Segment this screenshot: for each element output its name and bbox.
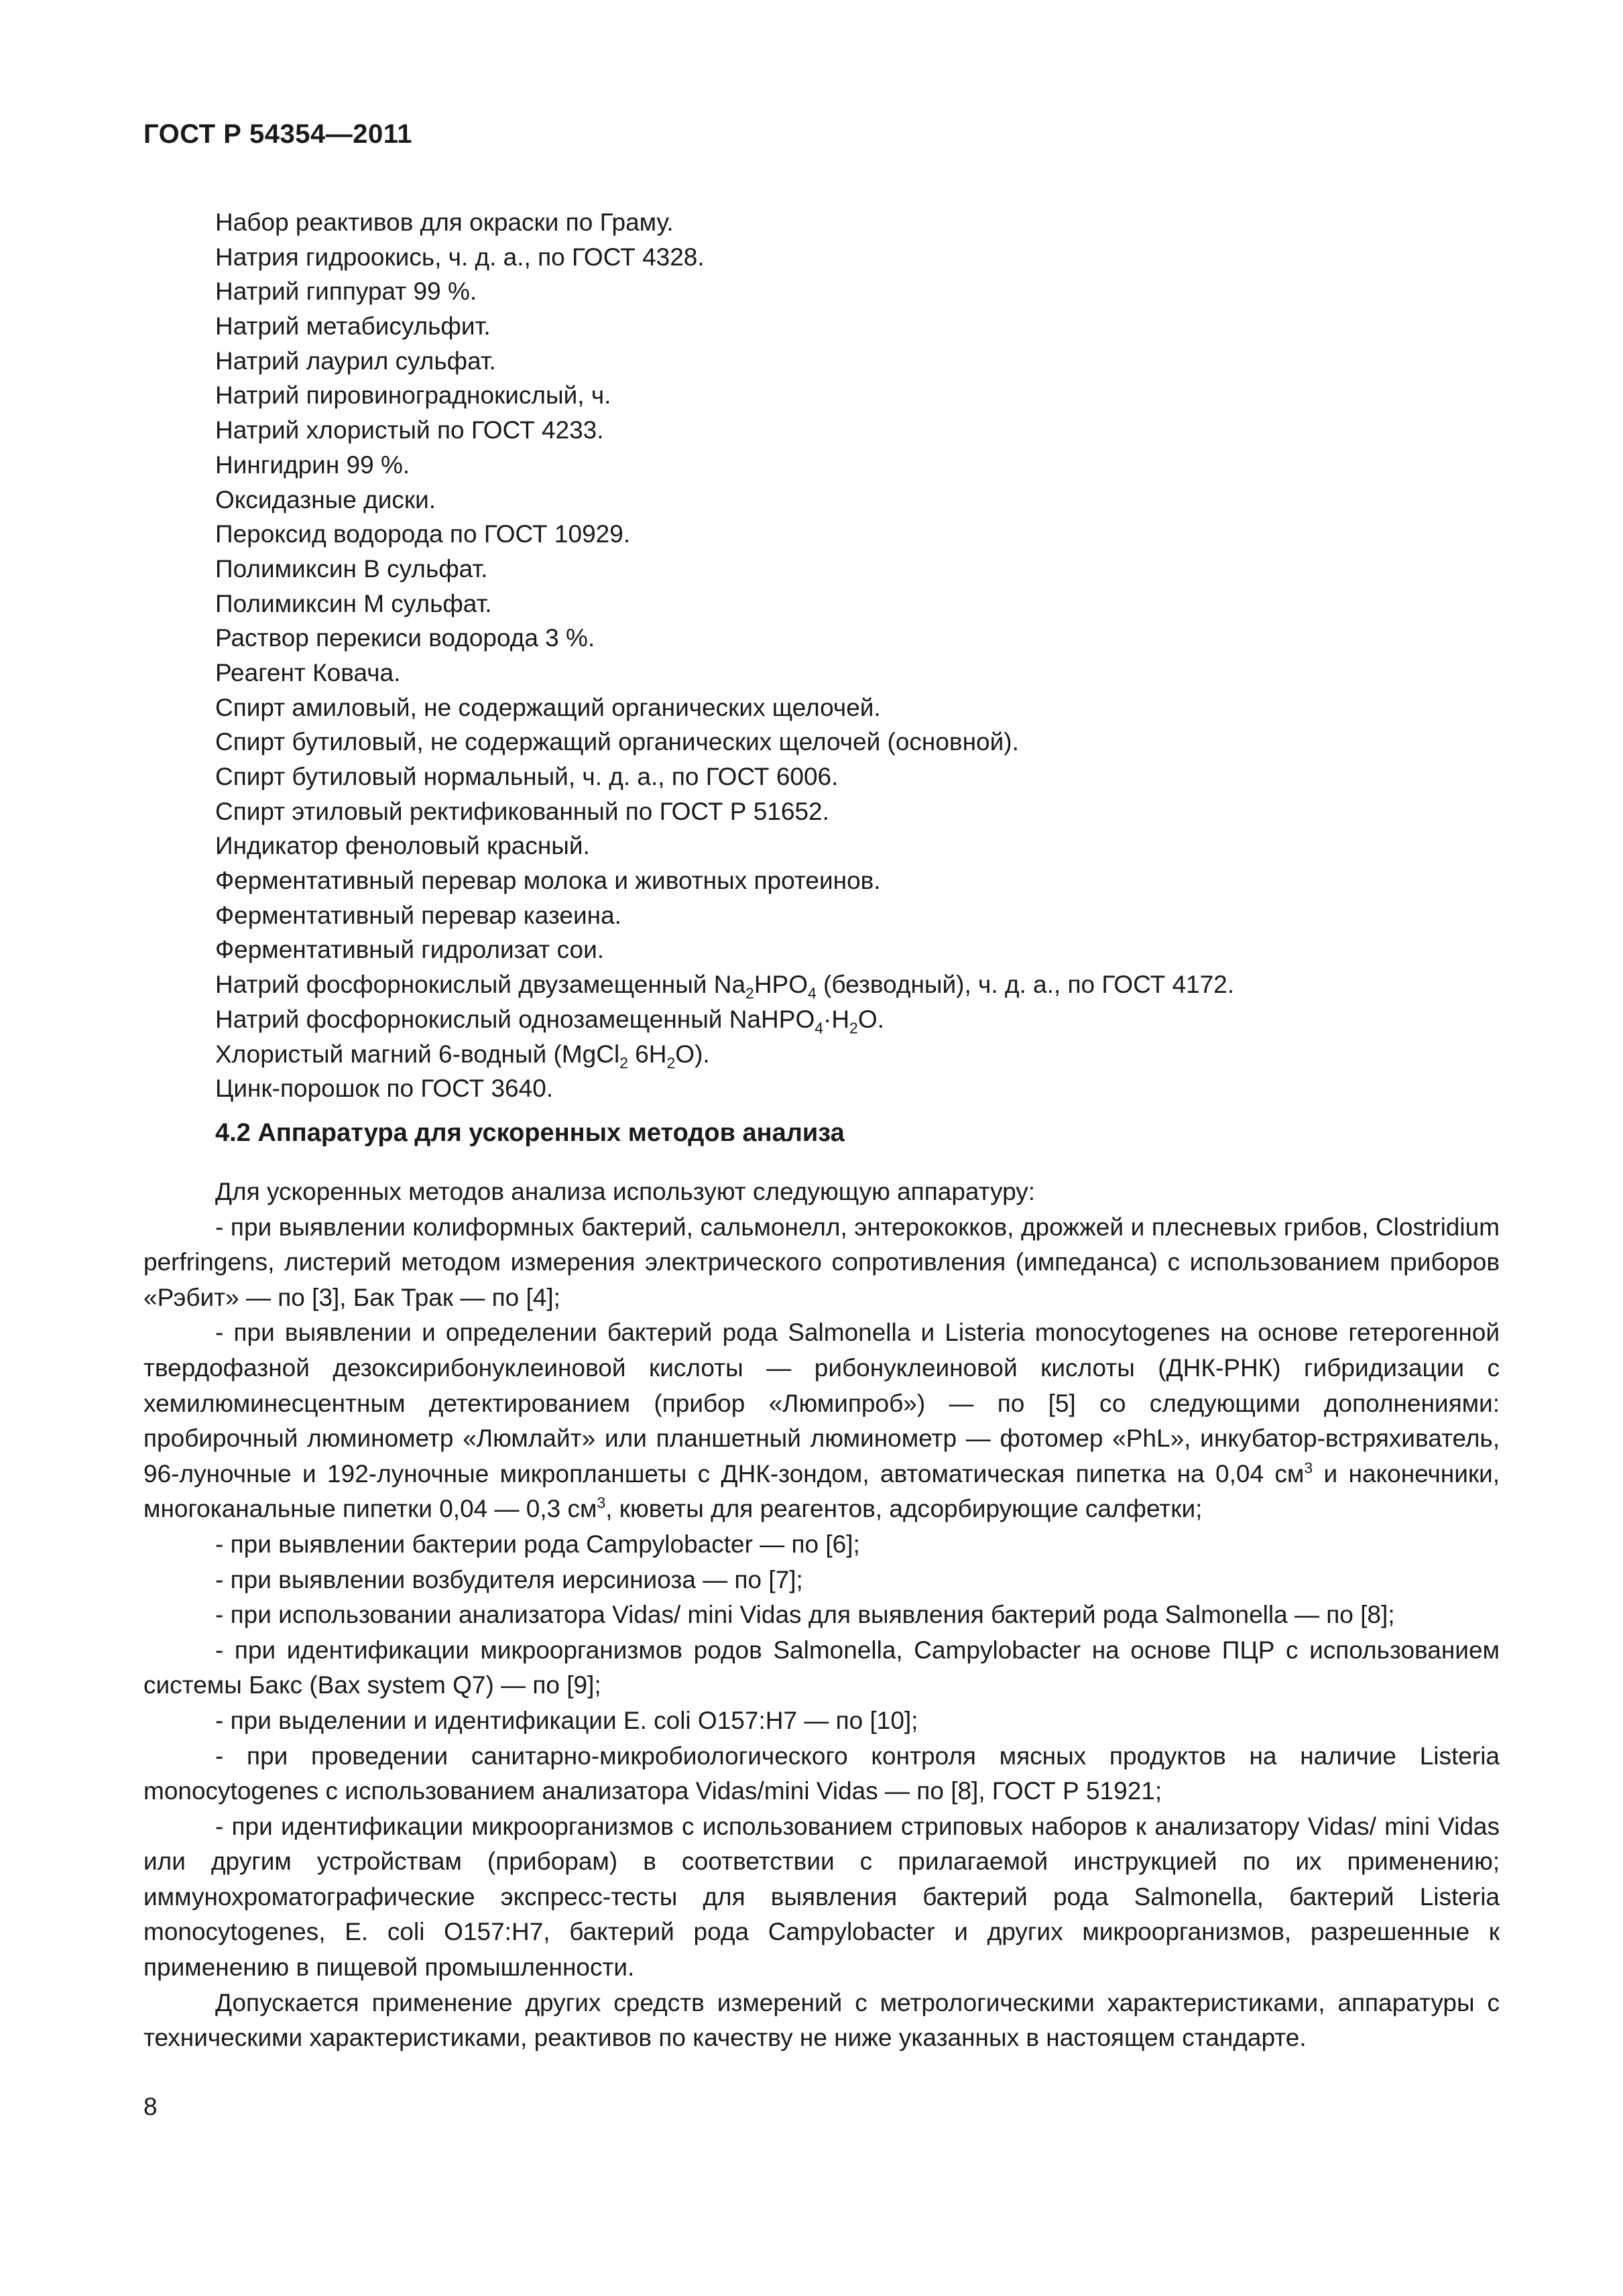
reagent-item: Натрия гидроокись, ч. д. а., по ГОСТ 4328. <box>215 243 705 271</box>
reagent-item: Спирт бутиловый нормальный, ч. д. а., по ГОСТ 6006. <box>215 763 839 790</box>
reagent-item: Спирт бутиловый, не содержащий органических щелочей (основной). <box>215 728 1019 756</box>
reagent-item-nahpo4 <box>215 1002 1489 1037</box>
list-item: - при выявлении возбудителя иерсиниоза — по [7]; <box>215 1565 803 1593</box>
closing-paragraph: Допускается применение других средств измерений с метрологическими характеристиками, аппаратуры с техническими характеристиками, реактивов по качеству не ниже указанных в настоящем стандарте. <box>143 1988 1500 2052</box>
reagent-item: Натрий метабисульфит. <box>215 312 491 341</box>
reagent-item: Пероксид водорода по ГОСТ 10929. <box>215 520 631 548</box>
reagent-item: Ферментативный перевар молока и животных протеинов. <box>215 867 881 895</box>
reagent-item: Набор реактивов для окраски по Граму. <box>215 208 674 236</box>
formula-subscript: 2 <box>849 1019 858 1037</box>
reagent-item: Оксидазные диски. <box>215 485 436 513</box>
list-item-text: и наконечники, многоканальные пипетки 0,04 — 0,3 см <box>143 1459 1500 1523</box>
list-item: - при выделении и идентификации E. coli O157:H7 — по [10]; <box>215 1706 918 1734</box>
section-heading: 4.2 Аппаратура для ускоренных методов анализа <box>215 1119 845 1147</box>
formula-subscript: 2 <box>619 1053 628 1071</box>
list-item: - при идентификации микроорганизмов родов Salmonella, Campylobacter на основе ПЦР с использованием системы Бакс (Bax system Q7) — по [9]; <box>143 1636 1500 1699</box>
formula-text: Натрий фосфорнокислый однозамещенный NaHPO <box>215 1005 815 1033</box>
reagent-item: Ферментативный гидролизат сои. <box>215 936 605 964</box>
formula-text: O. <box>857 1005 884 1033</box>
formula-text: 6H <box>627 1040 667 1068</box>
reagent-item: Раствор перекиси водорода 3 %. <box>215 624 595 652</box>
reagent-item: Ферментативный перевар казеина. <box>215 901 621 929</box>
reagent-item: Индикатор феноловый красный. <box>215 832 590 860</box>
reagent-item: Натрий гиппурат 99 %. <box>215 278 477 306</box>
formula-subscript: 4 <box>808 984 817 1002</box>
formula-text: O). <box>675 1040 710 1068</box>
list-item: - при использовании анализатора Vidas/ mini Vidas для выявления бактерий рода Salmonella — по [8]; <box>215 1601 1395 1629</box>
formula-subscript: 2 <box>745 984 754 1002</box>
reagent-item: Полимиксин В сульфат. <box>215 554 488 583</box>
reagent-item: Спирт амиловый, не содержащий органических щелочей. <box>215 693 881 721</box>
reagent-item: Спирт этиловый ректификованный по ГОСТ Р 51652. <box>215 797 829 825</box>
list-item: - при идентификации микроорганизмов с использованием стриповых наборов к анализатору Vidas/ mini Vidas или другим устройствам (приборам) в соответствии с прилагаемой инструкцией по их применению; иммунохроматографические экспресс-тесты для выявления бактерий рода Salmonella, бактерий Listeria monocytogenes, E. coli O157:H7, бактерий рода Campylobacter и других микроорганизмов, разрешенные к применению в пищевой промышленности. <box>143 1812 1500 1982</box>
reagent-item: Натрий пировинограднокислый, ч. <box>215 381 611 410</box>
list-item-text: , кюветы для реагентов, адсорбирующие салфетки; <box>605 1495 1203 1523</box>
formula-subscript: 4 <box>815 1019 823 1037</box>
formula-text: HPO <box>754 971 808 999</box>
superscript: 3 <box>597 1494 606 1512</box>
formula-text: Хлористый магний 6-водный (MgCl <box>215 1040 620 1068</box>
intro-paragraph: Для ускоренных методов анализа используют следующую аппаратуру: <box>215 1178 1036 1205</box>
formula-text: Натрий фосфорнокислый двузамещенный Na <box>215 971 746 999</box>
reagent-item-zinc: Цинк-порошок по ГОСТ 3640. <box>215 1075 554 1103</box>
document-header: ГОСТ Р 54354—2011 <box>143 119 412 149</box>
formula-text: ·H <box>823 1005 850 1033</box>
section-body <box>143 1174 1500 2056</box>
page-number: 8 <box>143 2093 158 2120</box>
reagent-item: Натрий хлористый по ГОСТ 4233. <box>215 416 604 444</box>
reagent-item-mgcl2 <box>215 1037 1489 1072</box>
reagent-list <box>215 205 1489 1106</box>
reagent-item: Полимиксин М сульфат. <box>215 589 492 617</box>
formula-text: (безводный), ч. д. а., по ГОСТ 4172. <box>816 971 1235 999</box>
list-item: - при выявлении бактерии рода Campylobacter — по [6]; <box>215 1530 860 1558</box>
superscript: 3 <box>1304 1459 1313 1477</box>
reagent-item: Нингидрин 99 %. <box>215 450 410 479</box>
list-item: - при выявлении колиформных бактерий, сальмонелл, энтерококков, дрожжей и плесневых грибов, Clostridium perfringens, листерий методом измерения электрического сопротивления (импеданса) с использованием приборов «Рэбит» — по [3], Бак Трак — по [4]; <box>143 1213 1500 1311</box>
list-item <box>143 1315 1500 1527</box>
list-item: - при проведении санитарно-микробиологического контроля мясных продуктов на наличие Listeria monocytogenes с использованием анализатора Vidas/mini Vidas — по [8], ГОСТ Р 51921; <box>143 1742 1500 1805</box>
list-item-text: - при выявлении и определении бактерий рода Salmonella и Listeria monocytogenes на основе гетерогенной твердофазной дезоксирибонуклеиновой кислоты — рибонуклеиновой кислоты (ДНК-РНК) гибридизации с хемилюминесцентным детектированием (прибор «Люмипроб») — по [5] со следующими дополнениями: пробирочный люминометр «Люмлайт» или планшетный люминометр — фотомер «PhL», инкубатор-встряхиватель, 96-луночные и 192-луночные микропланшеты с ДНК-зондом, автоматическая пипетка на 0,04 см <box>143 1319 1500 1488</box>
reagent-item: Натрий лаурил сульфат. <box>215 347 496 375</box>
reagent-item-na2hpo4 <box>215 967 1489 1002</box>
reagent-item: Реагент Ковача. <box>215 658 401 686</box>
formula-subscript: 2 <box>666 1053 676 1071</box>
